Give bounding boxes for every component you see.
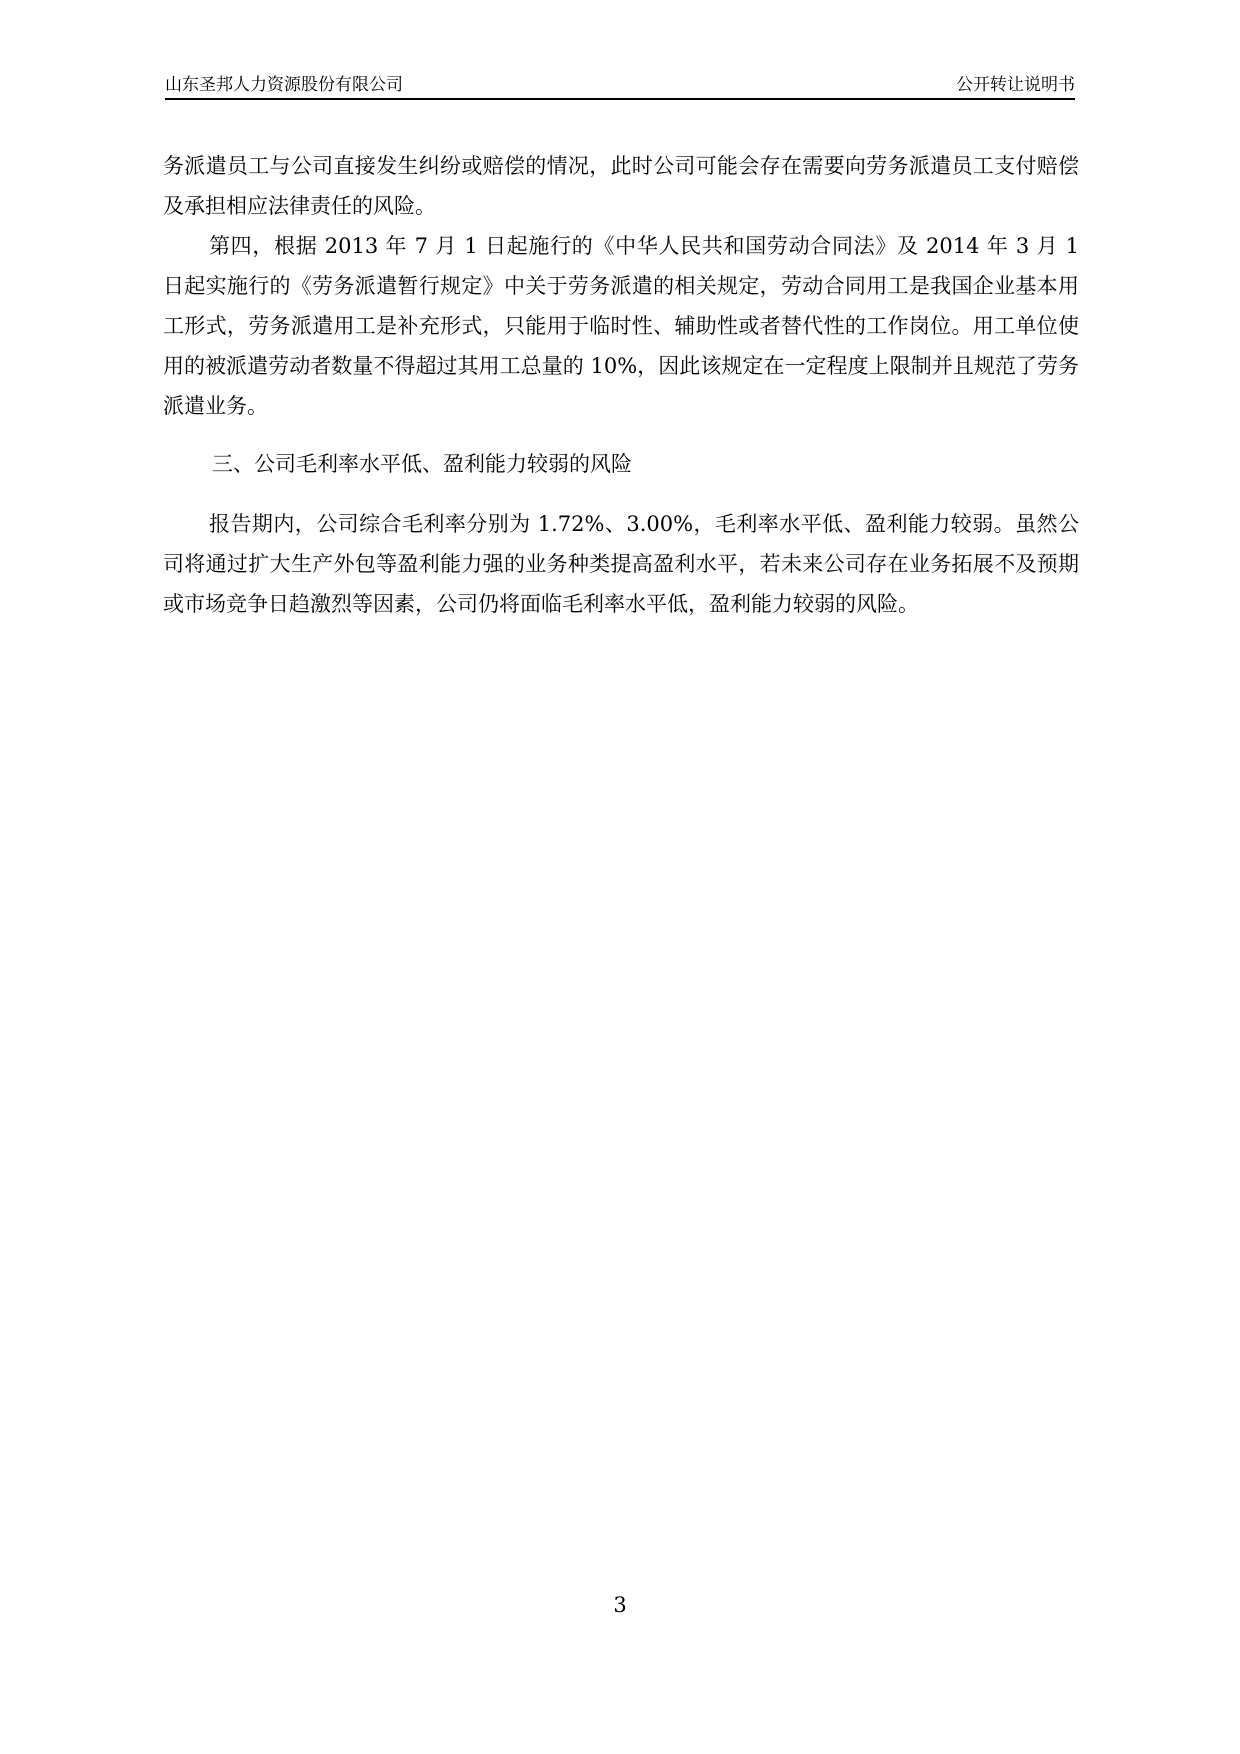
- paragraph-gross-margin: 报告期内，公司综合毛利率分别为 1.72%、3.00%，毛利率水平低、盈利能力较弱。虽然公司将通过扩大生产外包等盈利能力强的业务种类提高盈利水平，若未来公司存在业务拓展不及预期或市场竞争日趋激烈等因素，公司仍将面临毛利率水平低，盈利能力较弱的风险。: [163, 512, 1079, 616]
- paragraph-labor-law: 第四，根据 2013 年 7 月 1 日起施行的《中华人民共和国劳动合同法》及 2014 年 3 月 1 日起实施行的《劳务派遣暂行规定》中关于劳务派遣的相关规定，劳动合同用工是我国企业基本用工形式，劳务派遣用工是补充形式，只能用于临时性、辅助性或者替代性的工作岗位。用工单位使用的被派遣劳动者数量不得超过其用工总量的 10%，因此该规定在一定程度上限制并且规范了劳务派遣业务。: [163, 234, 1079, 418]
- header-document-title: 公开转让说明书: [956, 75, 1075, 95]
- page-header: [165, 72, 1075, 100]
- page-number: 3: [613, 1593, 627, 1617]
- section-heading-gross-margin-risk: 三、公司毛利率水平低、盈利能力较弱的风险: [212, 452, 632, 476]
- paragraph-dispatch-risk-continued: 务派遣员工与公司直接发生纠纷或赔偿的情况，此时公司可能会存在需要向劳务派遣员工支付赔偿及承担相应法律责任的风险。: [163, 154, 1079, 218]
- document-body: [163, 146, 1079, 624]
- header-company-name: 山东圣邦人力资源股份有限公司: [165, 75, 403, 95]
